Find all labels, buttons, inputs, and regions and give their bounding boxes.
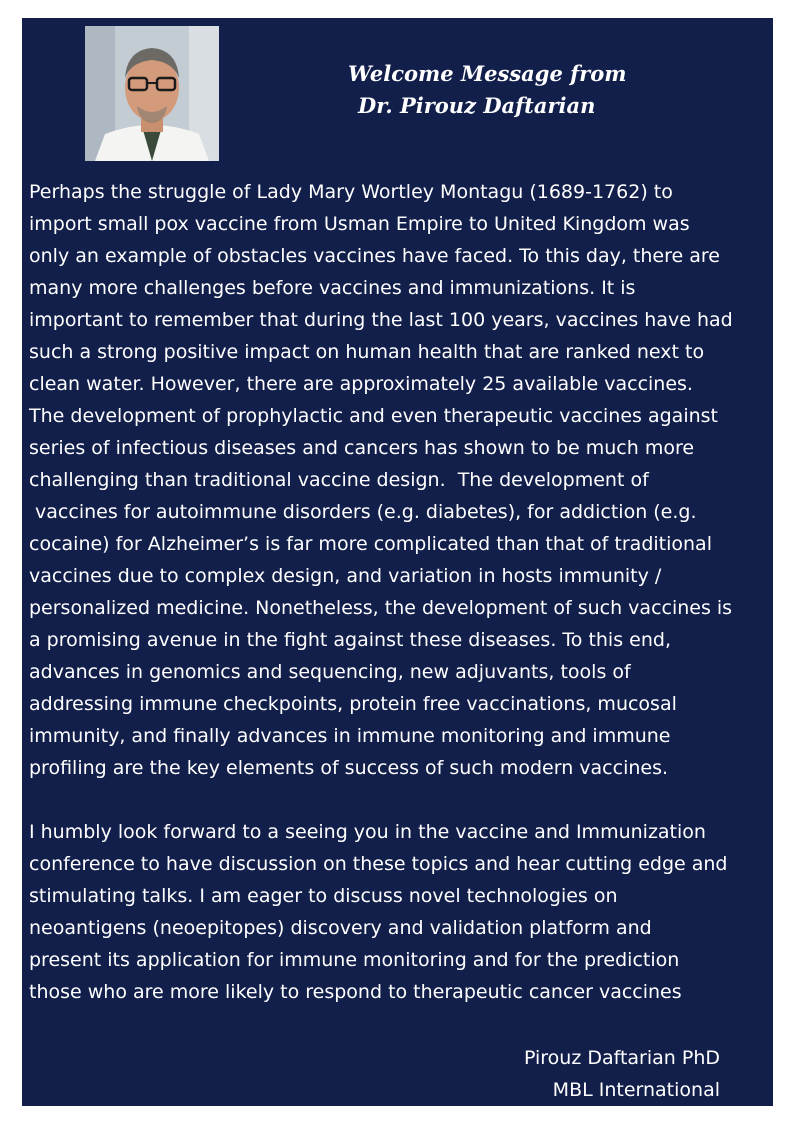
text-line: important to remember that during the last 100 years, vaccines have had: [29, 309, 733, 331]
paragraph-2: [29, 816, 771, 1008]
text-line: vaccines for autoimmune disorders (e.g. diabetes), for addiction (e.g.: [29, 501, 697, 523]
text-line: Perhaps the struggle of Lady Mary Wortley Montagu (1689-1762) to: [29, 181, 673, 203]
text-line: many more challenges before vaccines and immunizations. It is: [29, 277, 636, 299]
person-portrait-icon: [85, 26, 219, 161]
text-line: conference to have discussion on these topics and hear cutting edge and: [29, 853, 728, 875]
text-line: clean water. However, there are approximately 25 available vaccines.: [29, 373, 693, 395]
text-line: addressing immune checkpoints, protein free vaccinations, mucosal: [29, 693, 677, 715]
text-line: import small pox vaccine from Usman Empire to United Kingdom was: [29, 213, 690, 235]
text-line: I humbly look forward to a seeing you in the vaccine and Immunization: [29, 821, 706, 843]
text-line: only an example of obstacles vaccines have faced. To this day, there are: [29, 245, 720, 267]
paragraph-spacer: [29, 784, 771, 816]
page-title: [340, 58, 640, 122]
welcome-panel: [22, 18, 773, 1106]
text-line: advances in genomics and sequencing, new adjuvants, tools of: [29, 661, 631, 683]
text-line: personalized medicine. Nonetheless, the development of such vaccines is: [29, 597, 733, 619]
text-line: such a strong positive impact on human health that are ranked next to: [29, 341, 705, 363]
text-line: profiling are the key elements of success of such modern vaccines.: [29, 757, 669, 779]
text-line: present its application for immune monitoring and for the prediction: [29, 949, 680, 971]
text-line: vaccines due to complex design, and variation in hosts immunity /: [29, 565, 662, 587]
text-line: neoantigens (neoepitopes) discovery and validation platform and: [29, 917, 652, 939]
message-body: [29, 176, 771, 1008]
signature-block: [524, 1042, 720, 1106]
text-line: immunity, and finally advances in immune monitoring and immune: [29, 725, 671, 747]
title-line-2: Dr. Pirouz Daftarian: [358, 93, 596, 118]
text-line: series of infectious diseases and cancers has shown to be much more: [29, 437, 695, 459]
title-line-1: Welcome Message from: [348, 61, 627, 86]
signature-organization: MBL International: [552, 1079, 720, 1101]
text-line: The development of prophylactic and even therapeutic vaccines against: [29, 405, 718, 427]
text-line: cocaine) for Alzheimer’s is far more complicated than that of traditional: [29, 533, 712, 555]
text-line: challenging than traditional vaccine design. The development of: [29, 469, 649, 491]
text-line: a promising avenue in the fight against these diseases. To this end,: [29, 629, 671, 651]
signature-name: Pirouz Daftarian PhD: [523, 1047, 720, 1069]
text-line: those who are more likely to respond to therapeutic cancer vaccines: [29, 981, 682, 1003]
paragraph-1: [29, 176, 771, 784]
text-line: stimulating talks. I am eager to discuss novel technologies on: [29, 885, 618, 907]
portrait-photo: [85, 26, 219, 161]
